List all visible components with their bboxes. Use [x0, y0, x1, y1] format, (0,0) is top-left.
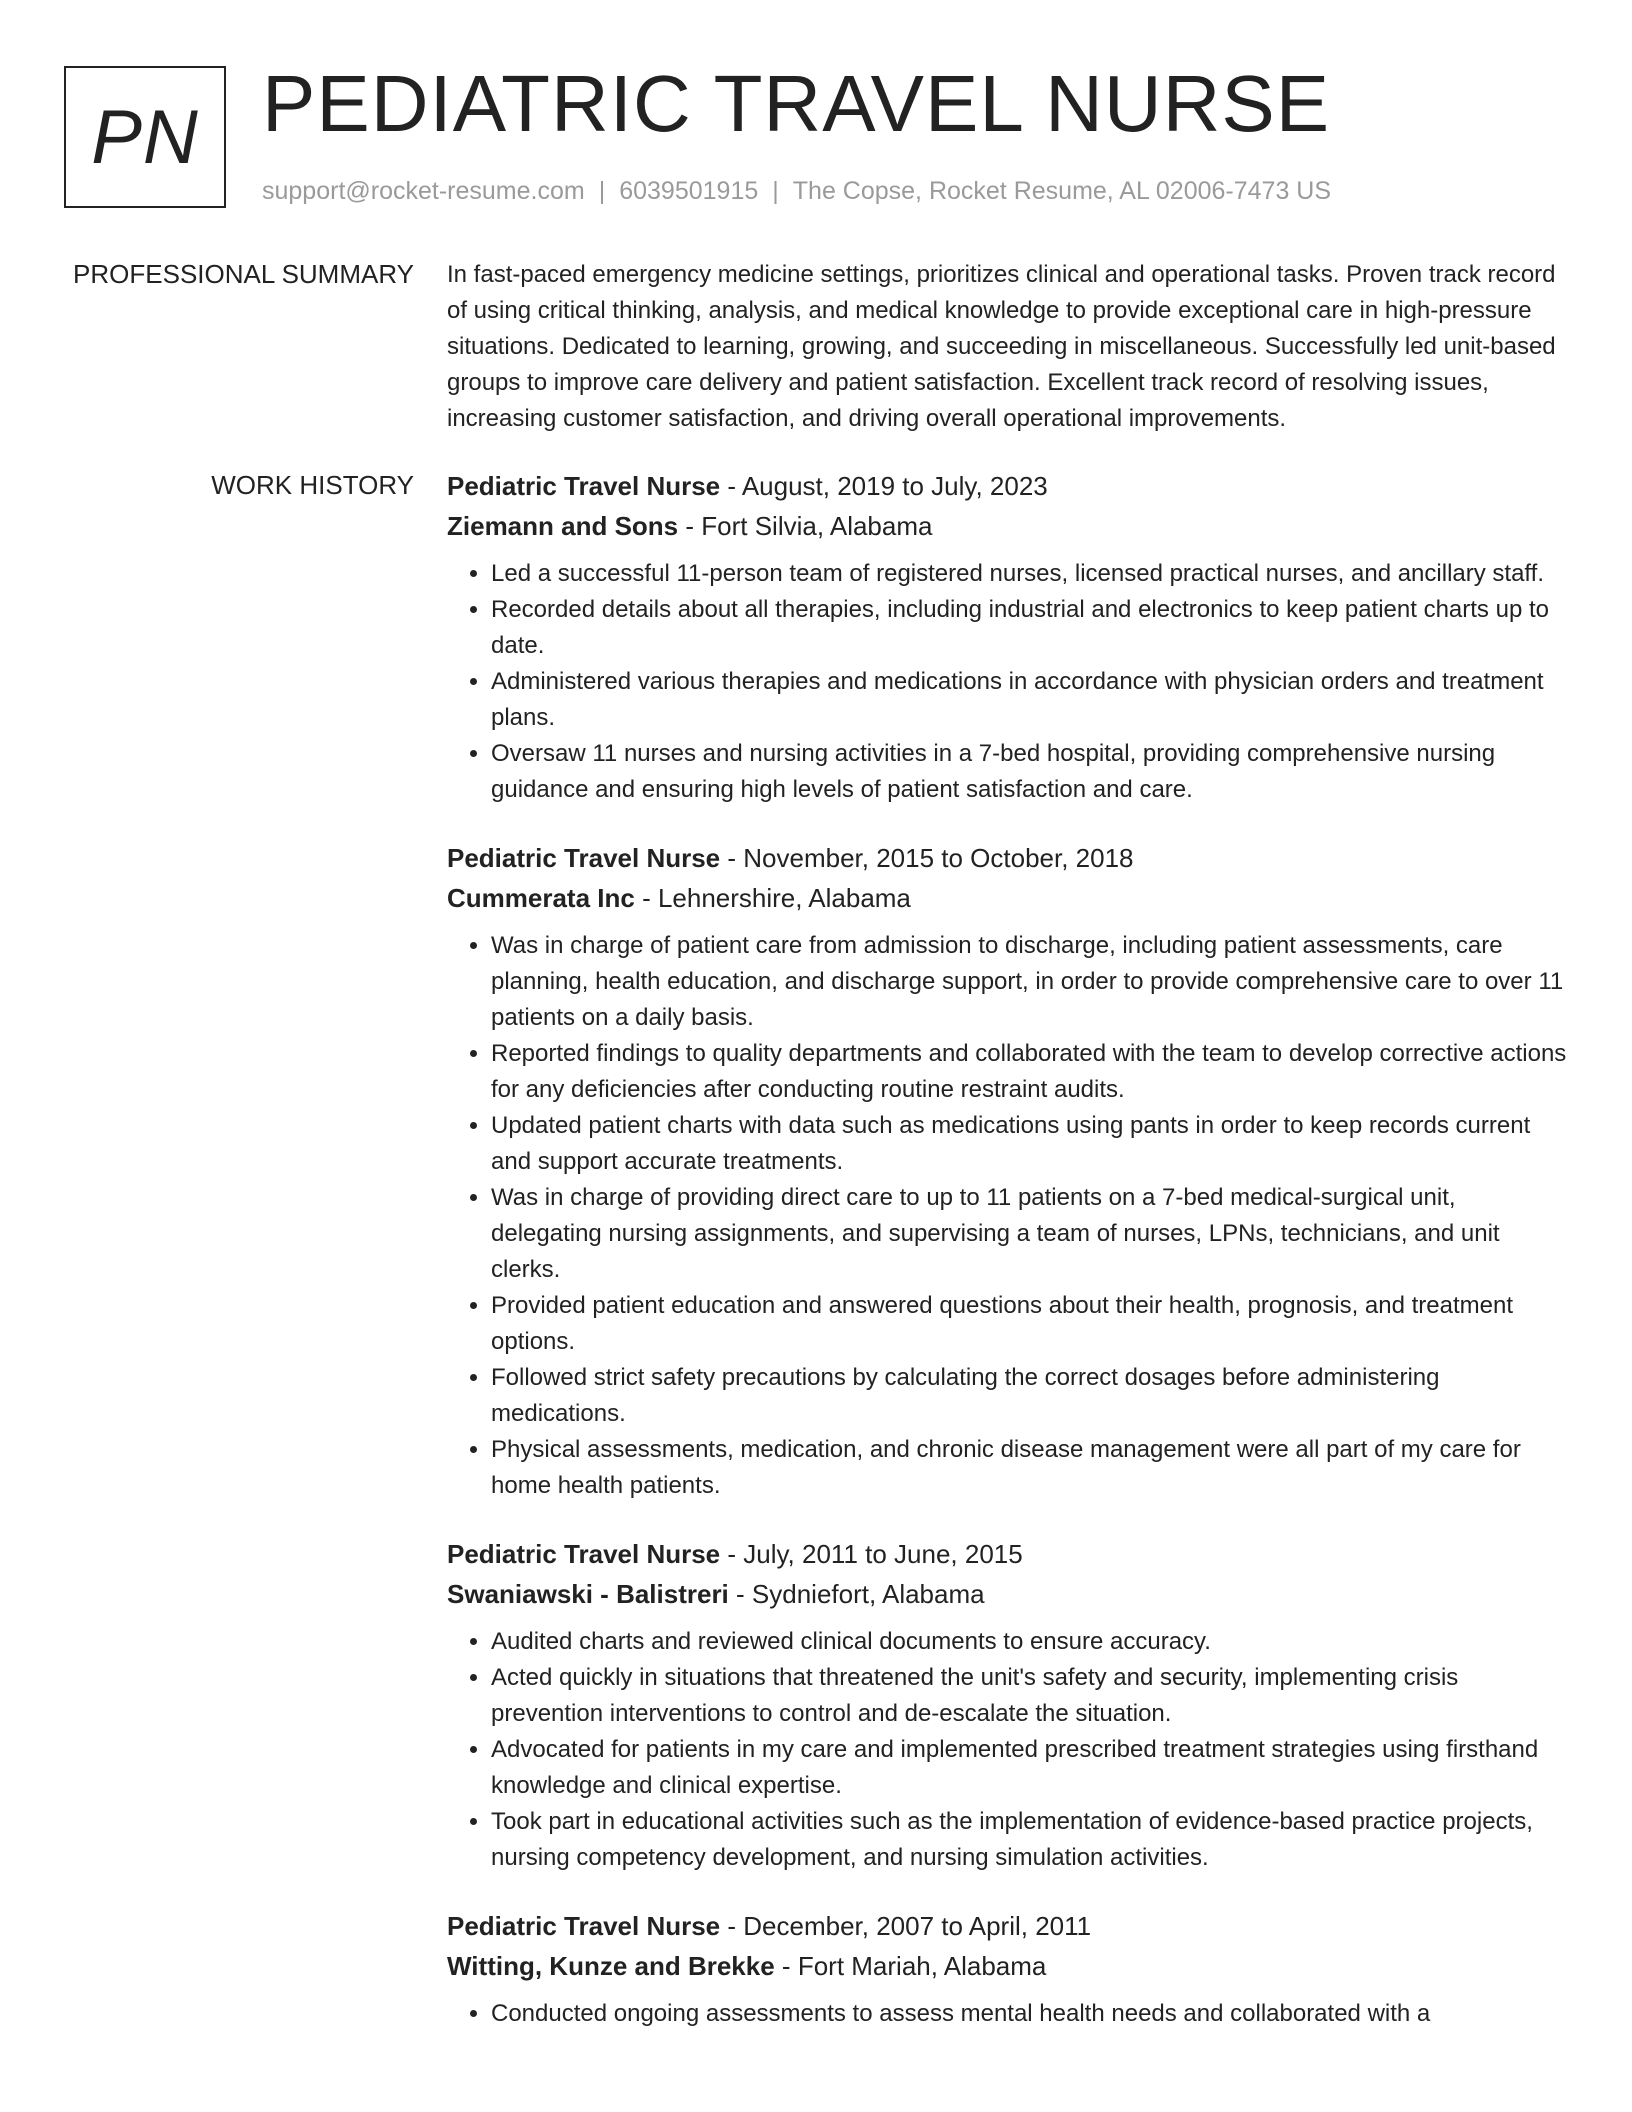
monogram-box: [64, 66, 226, 208]
job-duty-item: • Administered various therapies and medications in accordance with physician orders and treatment plans.: [491, 664, 1567, 736]
job-duties-list: [447, 928, 1567, 1504]
job-duties-list: [447, 556, 1567, 808]
job-entry: [447, 1906, 1567, 2032]
job-location: Sydniefort, Alabama: [751, 1579, 985, 1609]
job-title: Pediatric Travel Nurse: [447, 471, 721, 501]
contact-separator: |: [598, 177, 606, 205]
job-location: Fort Mariah, Alabama: [797, 1951, 1047, 1981]
dash: -: [774, 1951, 798, 1981]
summary-section: [447, 257, 1567, 437]
job-title-line: [447, 1534, 1567, 1574]
job-duty-item: • Updated patient charts with data such as medications using pants in order to keep records current and support accurate treatments.: [491, 1108, 1567, 1180]
job-duty-item: • Advocated for patients in my care and implemented prescribed treatment strategies using firsthand knowledge and clinical expertise.: [491, 1732, 1567, 1804]
job-entry: [447, 466, 1567, 808]
contact-email: support@rocket-resume.com: [262, 177, 585, 205]
job-company: Witting, Kunze and Brekke: [447, 1951, 775, 1981]
job-duty-item: • Took part in educational activities such as the implementation of evidence-based practice projects, nursing competency development, and nursing simulation activities.: [491, 1804, 1567, 1876]
job-title: Pediatric Travel Nurse: [447, 1539, 721, 1569]
job-title-line: [447, 838, 1567, 878]
monogram-initials: PN: [91, 94, 199, 180]
job-duty-item: • Audited charts and reviewed clinical documents to ensure accuracy.: [491, 1624, 1567, 1660]
job-duty-item: • Physical assessments, medication, and chronic disease management were all part of my care for home health patients.: [491, 1432, 1567, 1504]
dash: -: [634, 883, 658, 913]
job-duty-item: • Reported findings to quality departments and collaborated with the team to develop corrective actions for any deficiencies after conducting routine restraint audits.: [491, 1036, 1567, 1108]
job-dates: December, 2007 to April, 2011: [743, 1911, 1092, 1941]
job-entry: [447, 1534, 1567, 1876]
dash: -: [728, 1579, 752, 1609]
contact-separator: |: [772, 177, 779, 205]
dash: -: [720, 471, 742, 501]
job-duty-item: • Was in charge of providing direct care to up to 11 patients on a 7-bed medical-surgical unit, delegating nursing assignments, and supervising a team of nurses, LPNs, technicians, and unit clerks.: [491, 1180, 1567, 1288]
job-duty-item: • Recorded details about all therapies, including industrial and electronics to keep patient charts up to date.: [491, 592, 1567, 664]
work-history-heading: WORK HISTORY: [211, 470, 414, 500]
summary-heading: PROFESSIONAL SUMMARY: [73, 259, 414, 289]
job-dates: November, 2015 to October, 2018: [743, 843, 1134, 873]
job-company: Cummerata Inc: [447, 883, 635, 913]
dash: -: [720, 1911, 744, 1941]
job-duties-list: [447, 1996, 1567, 2032]
dash: -: [720, 1539, 744, 1569]
work-history-section: [447, 466, 1567, 2062]
job-entry: [447, 838, 1567, 1504]
contact-phone: 6039501915: [619, 177, 759, 205]
dash: -: [678, 511, 702, 541]
summary-text: In fast-paced emergency medicine settings, prioritizes clinical and operational tasks. Proven track record of using critical thinking, analysis, and medical knowledge to provide exceptional care in high-pressure situations. Dedicated to learning, growing, and succeeding in miscellaneous. Successfully led unit-based groups to improve care delivery and patient satisfaction. Excellent track record of resolving issues, increasing customer satisfaction, and driving overall operational improvements.: [447, 261, 1556, 432]
job-dates: July, 2011 to June, 2015: [743, 1539, 1023, 1569]
contact-address: The Copse, Rocket Resume, AL 02006-7473 US: [792, 177, 1332, 205]
job-title: Pediatric Travel Nurse: [447, 843, 721, 873]
job-title-line: [447, 466, 1567, 506]
job-company-line: [447, 878, 1567, 918]
job-duty-item: • Conducted ongoing assessments to assess mental health needs and collaborated with a: [491, 1996, 1567, 2032]
job-duty-item: • Provided patient education and answered questions about their health, prognosis, and treatment options.: [491, 1288, 1567, 1360]
job-duty-item: • Led a successful 11-person team of registered nurses, licensed practical nurses, and ancillary staff.: [491, 556, 1567, 592]
job-company-line: [447, 506, 1567, 546]
job-duty-item: • Acted quickly in situations that threatened the unit's safety and security, implementing crisis prevention interventions to control and de-escalate the situation.: [491, 1660, 1567, 1732]
candidate-title: PEDIATRIC TRAVEL NURSE: [262, 59, 1331, 148]
job-duty-item: • Followed strict safety precautions by calculating the correct dosages before administering medications.: [491, 1360, 1567, 1432]
job-duty-item: • Oversaw 11 nurses and nursing activities in a 7-bed hospital, providing comprehensive nursing guidance and ensuring high levels of patient satisfaction and care.: [491, 736, 1567, 808]
job-duties-list: [447, 1624, 1567, 1876]
job-location: Lehnershire, Alabama: [657, 883, 911, 913]
job-duty-item: • Was in charge of patient care from admission to discharge, including patient assessments, care planning, health education, and discharge support, in order to provide comprehensive care to over 11 patients on a daily basis.: [491, 928, 1567, 1036]
job-company-line: [447, 1946, 1567, 1986]
contact-line: [262, 174, 1331, 208]
job-dates: August, 2019 to July, 2023: [741, 471, 1048, 501]
dash: -: [720, 843, 744, 873]
job-title: Pediatric Travel Nurse: [447, 1911, 721, 1941]
job-company: Ziemann and Sons: [447, 511, 679, 541]
job-title-line: [447, 1906, 1567, 1946]
job-company: Swaniawski - Balistreri: [447, 1579, 729, 1609]
job-company-line: [447, 1574, 1567, 1614]
job-location: Fort Silvia, Alabama: [701, 511, 933, 541]
